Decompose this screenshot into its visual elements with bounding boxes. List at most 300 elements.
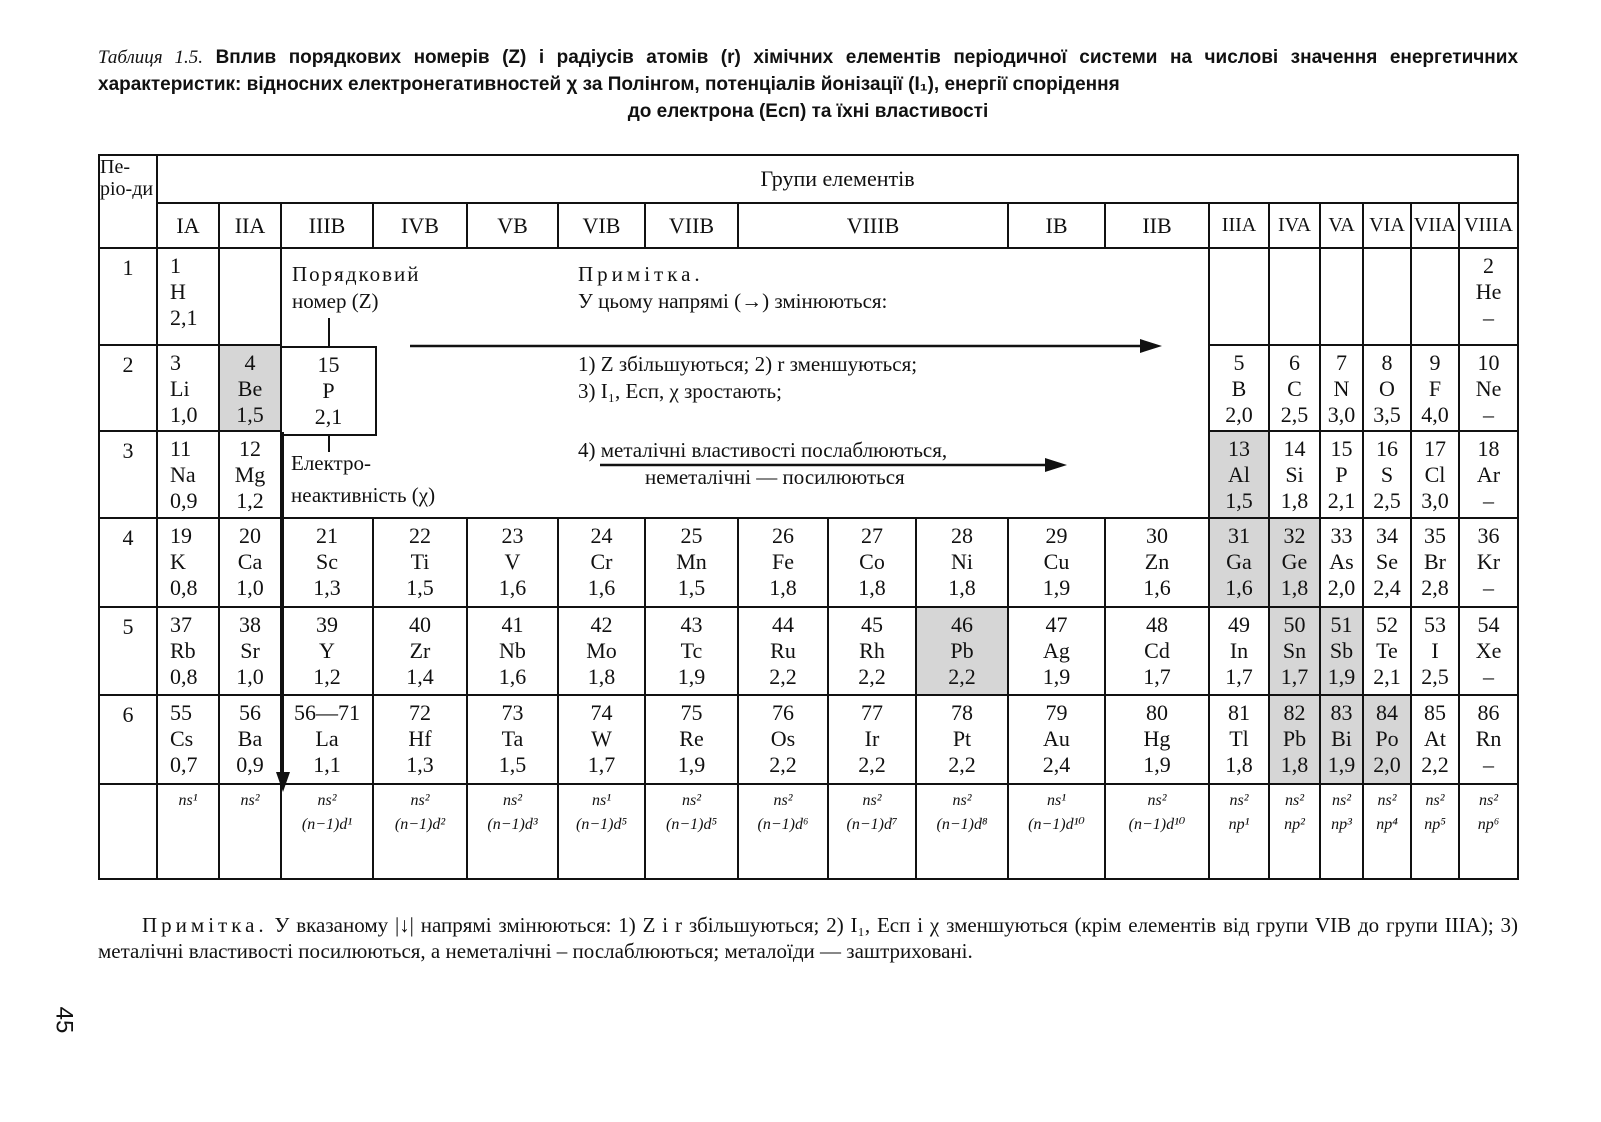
- element-cell-mn: [645, 518, 738, 607]
- element-cell-ar: [1459, 431, 1518, 518]
- element-symbol: Be: [237, 375, 263, 401]
- period-number: 5: [99, 607, 157, 696]
- config-outer-shell: ns²: [1425, 792, 1445, 810]
- note-line-4: 4) металічні властивості послаблюються,: [578, 438, 948, 462]
- element-value: 0,8: [170, 574, 198, 600]
- group-header: VA: [1320, 203, 1363, 247]
- element-number: 24: [590, 522, 613, 548]
- element-cell-sn: [1269, 607, 1320, 696]
- element-number: 15: [1330, 436, 1353, 462]
- element-cell-y: [281, 607, 373, 696]
- group-header: VIIIA: [1459, 203, 1518, 247]
- element-number: 14: [1283, 436, 1306, 462]
- ordinal-label-2: номер (Z): [292, 289, 379, 313]
- element-value: –: [1483, 663, 1495, 689]
- element-symbol: Kr: [1476, 548, 1501, 574]
- config-inner-shell: np⁶: [1477, 816, 1500, 834]
- element-symbol: Cl: [1424, 462, 1446, 488]
- element-value: 2,0: [1225, 401, 1253, 427]
- element-cell-he: [1459, 248, 1518, 345]
- electro-label: Електро-: [291, 451, 371, 475]
- element-cell-n: [1320, 345, 1363, 432]
- element-cell-cu: [1008, 518, 1105, 607]
- config-outer-shell: ns²: [1147, 792, 1167, 810]
- element-number: 5: [1233, 349, 1245, 375]
- element-number: 16: [1376, 436, 1398, 462]
- page-number: 45: [50, 1006, 78, 1034]
- element-number: 51: [1330, 611, 1353, 637]
- config-outer-shell: ns²: [862, 792, 882, 810]
- key-value: 2,1: [314, 404, 343, 429]
- element-cell-b: [1209, 345, 1269, 432]
- element-value: 1,8: [858, 574, 886, 600]
- table-caption: [98, 44, 1518, 125]
- element-symbol: Ne: [1475, 375, 1502, 401]
- blank-cell: [1320, 248, 1363, 345]
- element-symbol: Re: [679, 726, 704, 752]
- element-symbol: Rn: [1475, 726, 1502, 752]
- element-symbol: Fe: [772, 548, 794, 574]
- element-cell-ge: [1269, 518, 1320, 607]
- group-header: VIIB: [645, 203, 738, 247]
- element-symbol: Ag: [1043, 637, 1070, 663]
- element-value: 1,5: [1225, 488, 1253, 514]
- element-value: 1,5: [236, 401, 264, 427]
- element-symbol: Ge: [1281, 548, 1308, 574]
- group-header: IIIB: [281, 203, 373, 247]
- element-cell-at: [1411, 695, 1459, 784]
- config-outer-shell: ns²: [1479, 792, 1499, 810]
- element-symbol: Co: [859, 548, 885, 574]
- config-outer-shell: ns²: [1331, 792, 1352, 810]
- element-number: 83: [1330, 700, 1353, 726]
- element-number: 40: [409, 611, 431, 637]
- element-value: –: [1483, 401, 1495, 427]
- element-value: 3,0: [1327, 401, 1356, 427]
- element-number: 81: [1228, 700, 1250, 726]
- element-number: 30: [1146, 522, 1168, 548]
- config-outer-shell: ns¹: [1046, 792, 1067, 810]
- element-value: 0,7: [170, 752, 198, 778]
- element-symbol: Ru: [770, 637, 796, 663]
- element-cell-ni: [916, 518, 1008, 607]
- element-value: 1,3: [313, 574, 341, 600]
- element-cell-al: [1209, 431, 1269, 518]
- element-number: 80: [1146, 700, 1168, 726]
- element-number: 37: [170, 611, 192, 637]
- element-cell-f: [1411, 345, 1459, 432]
- element-cell-bi: [1320, 695, 1363, 784]
- element-cell-ti: [373, 518, 467, 607]
- element-cell-mg: [219, 431, 281, 518]
- element-value: 1,1: [313, 752, 341, 778]
- element-symbol: Cs: [170, 726, 194, 752]
- element-symbol: Sc: [316, 548, 338, 574]
- element-cell-ga: [1209, 518, 1269, 607]
- element-value: –: [1483, 304, 1495, 330]
- element-number: 79: [1045, 700, 1068, 726]
- element-symbol: Ni: [951, 548, 973, 574]
- element-symbol: Bi: [1331, 726, 1352, 752]
- element-value: 1,9: [1327, 663, 1356, 689]
- element-number: 86: [1477, 700, 1500, 726]
- element-value: 2,4: [1042, 752, 1071, 778]
- element-number: 3: [170, 349, 181, 375]
- element-number: 25: [680, 522, 703, 548]
- element-value: 2,0: [1373, 752, 1401, 778]
- element-value: 1,0: [236, 663, 264, 689]
- electron-configuration: [373, 784, 467, 879]
- group-header: IB: [1008, 203, 1105, 247]
- element-number: 56—71: [294, 700, 360, 726]
- electron-configuration: [1363, 784, 1411, 879]
- element-symbol: N: [1333, 375, 1350, 401]
- element-cell-cr: [558, 518, 645, 607]
- groups-header: Групи елементів: [157, 155, 1518, 203]
- element-symbol: Br: [1424, 548, 1446, 574]
- element-number: 53: [1424, 611, 1446, 637]
- element-symbol: Te: [1376, 637, 1398, 663]
- element-number: 77: [861, 700, 883, 726]
- element-cell-hf: [373, 695, 467, 784]
- element-value: 2,1: [170, 304, 198, 330]
- config-inner-shell: (n−1)d⁷: [846, 816, 898, 834]
- element-number: 36: [1477, 522, 1500, 548]
- caption-lead: Таблиця 1.5.: [98, 47, 204, 68]
- config-inner-shell: (n−1)d¹: [301, 816, 353, 834]
- element-value: 1,8: [1280, 488, 1309, 514]
- element-value: 2,5: [1421, 663, 1449, 689]
- element-cell-as: [1320, 518, 1363, 607]
- element-symbol: Hg: [1143, 726, 1171, 752]
- element-symbol: Rb: [170, 637, 196, 663]
- group-header: IA: [157, 203, 219, 247]
- element-cell-ir: [828, 695, 916, 784]
- element-cell-co: [828, 518, 916, 607]
- element-number: 39: [316, 611, 338, 637]
- element-number: 42: [590, 611, 613, 637]
- element-symbol: Si: [1285, 462, 1304, 488]
- config-outer-shell: ns²: [1229, 792, 1249, 810]
- element-symbol: Ca: [237, 548, 263, 574]
- element-value: –: [1483, 752, 1495, 778]
- element-symbol: La: [315, 726, 339, 752]
- element-cell-in: [1209, 607, 1269, 696]
- element-symbol: Hf: [408, 726, 432, 752]
- element-cell-ta: [467, 695, 558, 784]
- element-symbol: P: [1335, 462, 1348, 488]
- config-inner-shell: (n−1)d⁶: [757, 816, 809, 834]
- group-header: VB: [467, 203, 558, 247]
- element-cell-pt: [916, 695, 1008, 784]
- element-value: 1,5: [406, 574, 434, 600]
- element-value: 1,9: [677, 752, 706, 778]
- element-number: 13: [1228, 436, 1250, 462]
- periodic-table: [98, 154, 1519, 880]
- element-number: 55: [170, 700, 192, 726]
- element-value: 1,3: [406, 752, 434, 778]
- config-inner-shell: np²: [1284, 816, 1305, 834]
- element-value: 2,5: [1280, 401, 1309, 427]
- electro-label-2: неактивність (χ): [291, 483, 436, 507]
- element-symbol: Ir: [864, 726, 880, 752]
- config-outer-shell: ns²: [502, 792, 523, 810]
- element-symbol: Se: [1376, 548, 1398, 574]
- element-value: 2,4: [1373, 574, 1401, 600]
- element-cell-v: [467, 518, 558, 607]
- element-value: 3,5: [1373, 401, 1401, 427]
- config-inner-shell: (n−1)d¹⁰: [1028, 816, 1085, 834]
- element-symbol: Cr: [590, 548, 613, 574]
- element-symbol: Mg: [234, 462, 266, 488]
- element-value: 2,1: [1373, 663, 1401, 689]
- element-symbol: Cu: [1043, 548, 1070, 574]
- electron-configuration: [1105, 784, 1209, 879]
- element-symbol: Ti: [410, 548, 430, 574]
- electron-configuration: [1008, 784, 1105, 879]
- element-cell-rb: [157, 607, 219, 696]
- group-header: VIIA: [1411, 203, 1459, 247]
- config-inner-shell: (n−1)d¹⁰: [1128, 816, 1186, 834]
- config-inner-shell: (n−1)d³: [487, 816, 538, 834]
- element-value: 1,7: [1143, 663, 1171, 689]
- element-value: 1,9: [1042, 663, 1071, 689]
- element-number: 48: [1146, 611, 1168, 637]
- element-cell-p: [1320, 431, 1363, 518]
- element-symbol: C: [1287, 375, 1302, 401]
- element-value: 0,9: [170, 488, 198, 514]
- electron-configuration: [645, 784, 738, 879]
- electron-configuration: [281, 784, 373, 879]
- config-outer-shell: ns¹: [591, 792, 612, 810]
- config-outer-shell: ns²: [681, 792, 702, 810]
- config-inner-shell: np¹: [1228, 816, 1250, 834]
- group-header: VIA: [1363, 203, 1411, 247]
- element-cell-cl: [1411, 431, 1459, 518]
- electron-configuration: [558, 784, 645, 879]
- element-number: 41: [501, 611, 524, 637]
- element-symbol: Tl: [1229, 726, 1249, 752]
- period-number: 3: [99, 431, 157, 518]
- element-symbol: Cd: [1144, 637, 1170, 663]
- group-header: IIB: [1105, 203, 1209, 247]
- element-value: 1,8: [587, 663, 616, 689]
- element-number: 38: [239, 611, 261, 637]
- element-symbol: Ba: [237, 726, 263, 752]
- element-symbol: Au: [1043, 726, 1070, 752]
- element-value: 1,6: [587, 574, 616, 600]
- element-value: 1,4: [406, 663, 434, 689]
- element-symbol: Sb: [1329, 637, 1354, 663]
- element-number: 20: [239, 522, 261, 548]
- element-number: 29: [1045, 522, 1068, 548]
- electron-configuration: [1269, 784, 1320, 879]
- element-number: 52: [1376, 611, 1398, 637]
- element-number: 9: [1429, 349, 1441, 375]
- blank-cell: [1363, 248, 1411, 345]
- config-inner-shell: (n−1)d²: [394, 816, 446, 834]
- element-number: 74: [590, 700, 613, 726]
- element-number: 47: [1045, 611, 1068, 637]
- config-outer-shell: ns²: [317, 792, 337, 810]
- element-cell-hg: [1105, 695, 1209, 784]
- element-number: 8: [1381, 349, 1393, 375]
- element-value: 2,8: [1421, 574, 1449, 600]
- element-number: 84: [1376, 700, 1398, 726]
- element-symbol: O: [1379, 375, 1395, 401]
- element-cell-pb: [1269, 695, 1320, 784]
- element-symbol: F: [1428, 375, 1442, 401]
- element-number: 49: [1228, 611, 1250, 637]
- element-cell-ag: [1008, 607, 1105, 696]
- group-header: IIIA: [1209, 203, 1269, 247]
- element-cell-fe: [738, 518, 828, 607]
- caption-text-end: до електрона (Eсп) та їхні властивості: [627, 101, 989, 122]
- element-cell-po: [1363, 695, 1411, 784]
- element-number: 28: [951, 522, 973, 548]
- element-number: 12: [239, 436, 261, 462]
- element-cell-k: [157, 518, 219, 607]
- config-outer-shell: ns²: [1284, 792, 1305, 810]
- config-inner-shell: (n−1)d⁵: [665, 816, 717, 834]
- element-value: 1,6: [1225, 574, 1253, 600]
- caption-text: Вплив порядкових номерів (Z) і радіусів атомів (r) хімічних елементів періодичної системи на числові значення енергетичних характеристик: відносних електронегативностей χ за Полінгом, потенціалів йонізації (I₁), енергії спорідення: [98, 47, 1519, 95]
- blank-cell: [99, 784, 157, 879]
- element-symbol: In: [1229, 637, 1249, 663]
- element-number: 72: [409, 700, 431, 726]
- element-number: 23: [501, 522, 524, 548]
- element-number: 35: [1424, 522, 1446, 548]
- element-value: 1,8: [769, 574, 797, 600]
- element-cell-rn: [1459, 695, 1518, 784]
- element-symbol: Pt: [952, 726, 972, 752]
- element-cell-xe: [1459, 607, 1518, 696]
- element-symbol: As: [1329, 548, 1354, 574]
- element-value: 1,7: [1225, 663, 1253, 689]
- electron-configuration: [467, 784, 558, 879]
- element-cell-w: [558, 695, 645, 784]
- element-cell-re: [645, 695, 738, 784]
- element-value: 2,2: [1421, 752, 1449, 778]
- element-value: 1,6: [498, 574, 527, 600]
- element-symbol: He: [1475, 278, 1502, 304]
- element-value: 1,7: [1280, 663, 1309, 689]
- element-cell-se: [1363, 518, 1411, 607]
- config-inner-shell: np⁴: [1376, 816, 1398, 834]
- element-value: –: [1483, 574, 1495, 600]
- element-cell-ca: [219, 518, 281, 607]
- group-header: VIIIB: [738, 203, 1008, 247]
- electron-configuration: [157, 784, 219, 879]
- element-cell-la: [281, 695, 373, 784]
- element-number: 18: [1477, 436, 1500, 462]
- element-number: 85: [1424, 700, 1446, 726]
- electron-configuration: [219, 784, 281, 879]
- element-value: 1,8: [948, 574, 976, 600]
- element-symbol: Pb: [950, 637, 974, 663]
- element-symbol: K: [170, 548, 186, 574]
- element-symbol: W: [591, 726, 612, 752]
- element-value: 2,2: [948, 663, 976, 689]
- element-cell-sc: [281, 518, 373, 607]
- element-value: 2,2: [858, 752, 886, 778]
- element-value: 2,1: [1327, 488, 1356, 514]
- element-cell-cs: [157, 695, 219, 784]
- element-cell-zn: [1105, 518, 1209, 607]
- element-value: 1,9: [1042, 574, 1071, 600]
- element-value: –: [1483, 488, 1495, 514]
- config-outer-shell: ns²: [773, 792, 793, 810]
- element-number: 11: [170, 436, 192, 462]
- element-number: 10: [1477, 349, 1500, 375]
- group-header: IIA: [219, 203, 281, 247]
- blank-cell: [1411, 248, 1459, 345]
- period-number: 4: [99, 518, 157, 607]
- element-number: 56: [239, 700, 261, 726]
- element-symbol: Ta: [501, 726, 524, 752]
- electron-configuration: [828, 784, 916, 879]
- element-symbol: Ga: [1226, 548, 1252, 574]
- element-cell-ne: [1459, 345, 1518, 432]
- element-symbol: I: [1431, 637, 1439, 663]
- element-symbol: Mn: [676, 548, 707, 574]
- element-cell-li: [157, 345, 219, 432]
- key-symbol: P: [322, 378, 335, 403]
- element-number: 54: [1477, 611, 1500, 637]
- element-value: 0,9: [236, 752, 264, 778]
- electron-configuration: [1320, 784, 1363, 879]
- element-symbol: Ar: [1476, 462, 1501, 488]
- blank-cell: [219, 248, 281, 345]
- period-number: 1: [99, 248, 157, 345]
- config-inner-shell: np⁵: [1424, 816, 1446, 834]
- element-cell-c: [1269, 345, 1320, 432]
- element-symbol: Li: [170, 375, 190, 401]
- period-number: 2: [99, 345, 157, 432]
- element-cell-h: [157, 248, 219, 345]
- element-symbol: Y: [319, 637, 335, 663]
- element-number: 44: [772, 611, 794, 637]
- element-symbol: Sr: [240, 637, 260, 663]
- element-value: 2,2: [769, 752, 797, 778]
- element-number: 50: [1283, 611, 1306, 637]
- element-number: 7: [1336, 349, 1347, 375]
- element-value: 1,9: [1327, 752, 1356, 778]
- element-cell-tl: [1209, 695, 1269, 784]
- element-cell-au: [1008, 695, 1105, 784]
- element-cell-be: [219, 345, 281, 432]
- legend-area: [281, 248, 1209, 518]
- element-number: 22: [409, 522, 431, 548]
- element-number: 46: [951, 611, 973, 637]
- config-inner-shell: np³: [1331, 816, 1352, 834]
- element-value: 1,5: [498, 752, 527, 778]
- element-symbol: Na: [170, 462, 196, 488]
- element-cell-br: [1411, 518, 1459, 607]
- element-symbol: Al: [1228, 462, 1250, 488]
- element-cell-o: [1363, 345, 1411, 432]
- element-value: 1,8: [1225, 752, 1253, 778]
- config-outer-shell: ns²: [410, 792, 430, 810]
- element-value: 1,0: [170, 401, 198, 427]
- element-symbol: S: [1380, 462, 1394, 488]
- blank-cell: [1209, 248, 1269, 345]
- element-value: 1,7: [587, 752, 616, 778]
- element-cell-pb: [916, 607, 1008, 696]
- element-number: 27: [861, 522, 883, 548]
- element-cell-kr: [1459, 518, 1518, 607]
- element-value: 1,2: [313, 663, 341, 689]
